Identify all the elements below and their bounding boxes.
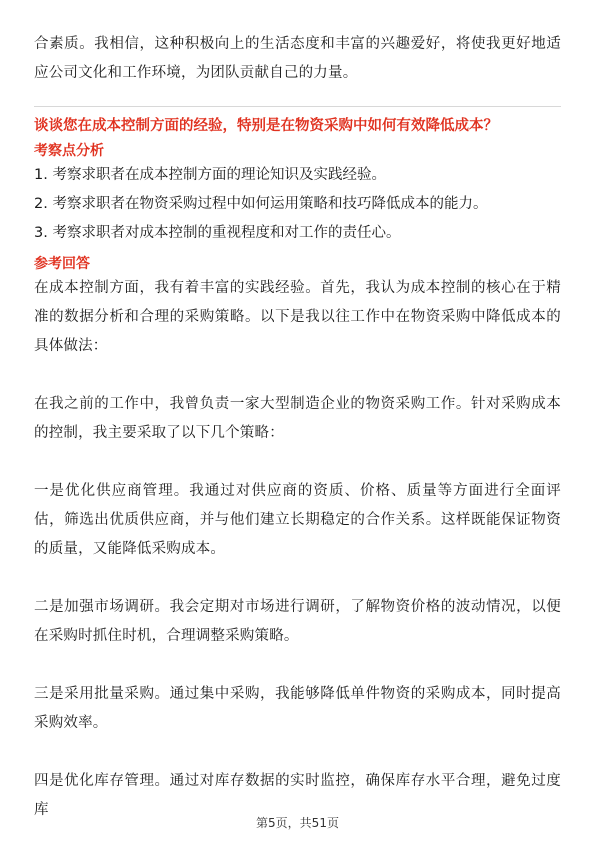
answer-paragraph: 四是优化库存管理。通过对库存数据的实时监控，确保库存水平合理，避免过度库 [34, 773, 561, 818]
analysis-item: 2. 考察求职者在物资采购过程中如何运用策略和技巧降低成本的能力。 [34, 196, 488, 212]
analysis-list [34, 161, 561, 248]
answer-paragraph: 一是优化供应商管理。我通过对供应商的资质、价格、质量等方面进行全面评估，筛选出优质供应商，并与他们建立长期稳定的合作关系。这样既能保证物资的质量，又能降低采购成本。 [34, 483, 561, 557]
answer-paragraph: 在我之前的工作中，我曾负责一家大型制造企业的物资采购工作。针对采购成本的控制，我主要采取了以下几个策略： [34, 396, 561, 441]
paragraph-gap [34, 738, 561, 767]
question-title: 谈谈您在成本控制方面的经验，特别是在物资采购中如何有效降低成本？ [34, 118, 498, 134]
paragraph-gap [34, 651, 561, 680]
analysis-item: 3. 考察求职者对成本控制的重视程度和对工作的责任心。 [34, 225, 401, 241]
paragraph-gap [34, 448, 561, 477]
document-page [34, 30, 561, 825]
answer-heading: 参考回答 [34, 256, 90, 272]
analysis-heading: 考察点分析 [34, 143, 104, 159]
section-divider [34, 106, 561, 107]
page-footer: 第5页，共51页 [256, 816, 339, 830]
answer-paragraph: 在成本控制方面，我有着丰富的实践经验。首先，我认为成本控制的核心在于精准的数据分析和合理的采购策略。以下是我以往工作中在物资采购中降低成本的具体做法： [34, 280, 561, 354]
answer-paragraph: 二是加强市场调研。我会定期对市场进行调研，了解物资价格的波动情况，以便在采购时抓住时机，合理调整采购策略。 [34, 599, 561, 644]
paragraph-gap [34, 361, 561, 390]
paragraph-gap [34, 564, 561, 593]
intro-paragraph: 合素质。我相信，这种积极向上的生活态度和丰富的兴趣爱好，将使我更好地适应公司文化和工作环境，为团队贡献自己的力量。 [34, 36, 561, 81]
answer-paragraph: 三是采用批量采购。通过集中采购，我能够降低单件物资的采购成本，同时提高采购效率。 [34, 686, 561, 731]
analysis-item: 1. 考察求职者在成本控制方面的理论知识及实践经验。 [34, 167, 386, 183]
